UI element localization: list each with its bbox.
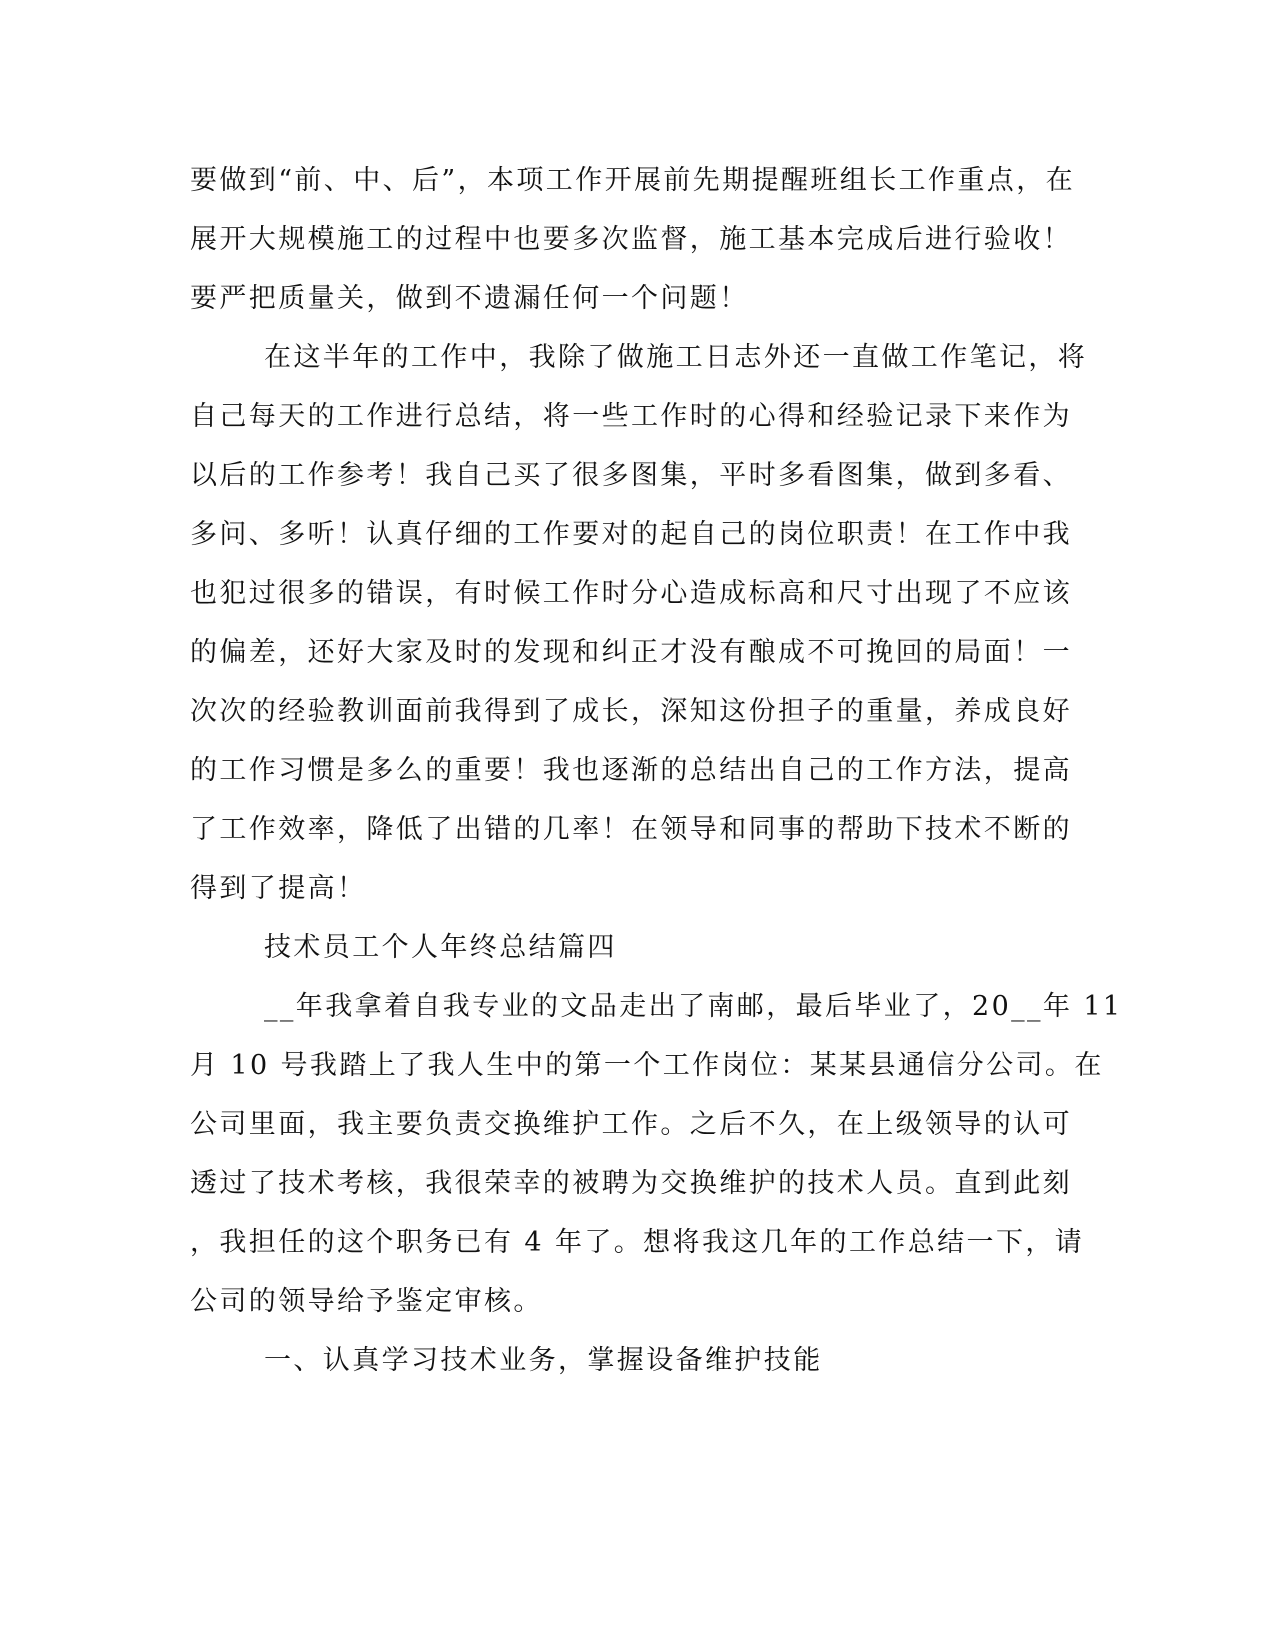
paragraph-line: 透过了技术考核，我很荣幸的被聘为交换维护的技术人员。直到此刻 — [190, 1168, 1072, 1199]
paragraph-line: ，我担任的这个职务已有 4 年了。想将我这几年的工作总结一下，请 — [190, 1227, 1085, 1258]
subsection-heading: 一、认真学习技术业务，掌握设备维护技能 — [264, 1345, 823, 1376]
paragraph-line: __年我拿着自我专业的文品走出了南邮，最后毕业了，20__年 11 — [264, 991, 1123, 1022]
paragraph-line: 以后的工作参考！我自己买了很多图集，平时多看图集，做到多看、 — [190, 460, 1072, 491]
paragraph-line: 多问、多听！认真仔细的工作要对的起自己的岗位职责！在工作中我 — [190, 519, 1072, 550]
paragraph-line: 月 10 号我踏上了我人生中的第一个工作岗位：某某县通信分公司。在 — [190, 1050, 1104, 1081]
paragraph-line: 公司的领导给予鉴定审核。 — [190, 1286, 543, 1317]
paragraph-line: 要严把质量关，做到不遗漏任何一个问题！ — [190, 283, 749, 314]
section-heading: 技术员工个人年终总结篇四 — [264, 932, 617, 963]
paragraph-line: 自己每天的工作进行总结，将一些工作时的心得和经验记录下来作为 — [190, 401, 1072, 432]
paragraph-line: 的工作习惯是多么的重要！我也逐渐的总结出自己的工作方法，提高 — [190, 755, 1072, 786]
paragraph-line: 得到了提高！ — [190, 873, 367, 904]
paragraph-line: 也犯过很多的错误，有时候工作时分心造成标高和尺寸出现了不应该 — [190, 578, 1072, 609]
paragraph-line: 的偏差，还好大家及时的发现和纠正才没有酿成不可挽回的局面！一 — [190, 637, 1072, 668]
paragraph-line: 公司里面，我主要负责交换维护工作。之后不久，在上级领导的认可 — [190, 1109, 1072, 1140]
paragraph-line: 次次的经验教训面前我得到了成长，深知这份担子的重量，养成良好 — [190, 696, 1072, 727]
paragraph-line: 了工作效率，降低了出错的几率！在领导和同事的帮助下技术不断的 — [190, 814, 1072, 845]
paragraph-line: 展开大规模施工的过程中也要多次监督，施工基本完成后进行验收！ — [190, 224, 1072, 255]
paragraph-line: 在这半年的工作中，我除了做施工日志外还一直做工作笔记，将 — [264, 342, 1088, 373]
paragraph-line: 要做到“前、中、后”，本项工作开展前先期提醒班组长工作重点，在 — [190, 165, 1076, 196]
